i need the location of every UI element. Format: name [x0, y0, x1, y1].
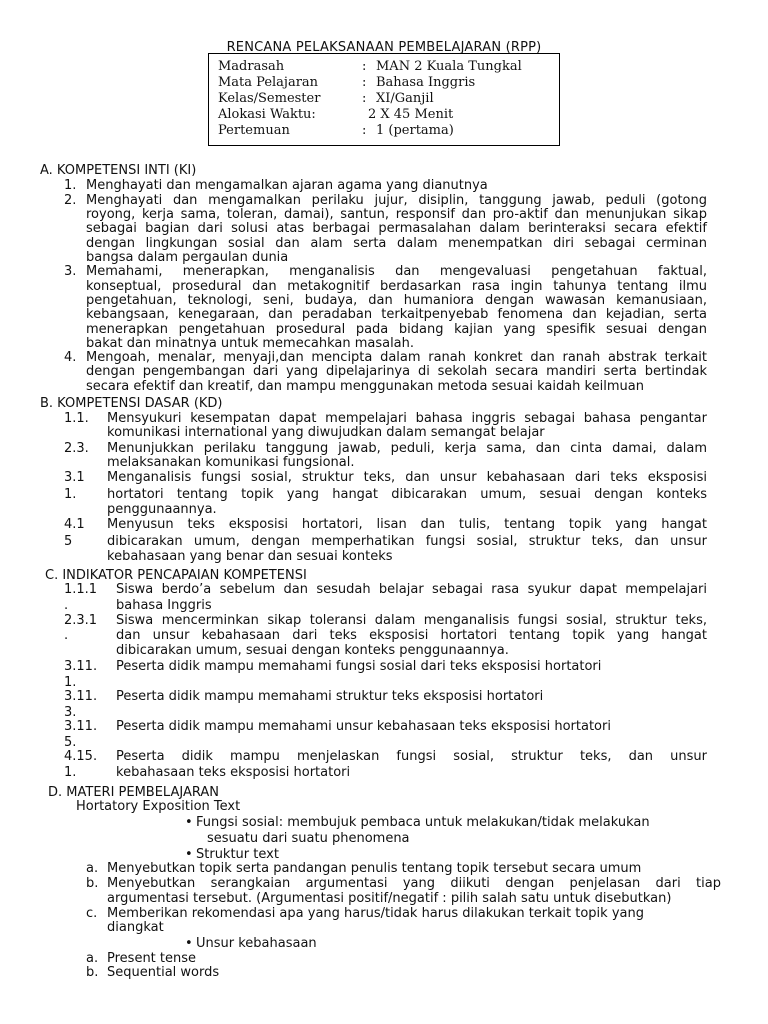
- list-number: 2.3.1: [64, 613, 98, 628]
- list-item-text: konseptual, prosedural dan metakognitif berdasarkan rasa ingin tahunya tentang ilmu: [86, 279, 707, 294]
- list-letter: a.: [86, 861, 99, 876]
- info-value: MAN 2 Kuala Tungkal: [376, 59, 522, 74]
- info-label: Alokasi Waktu:: [218, 107, 316, 122]
- list-item-text: Siswa mencerminkan sikap toleransi dalam menganalisis fungsi sosial, struktur teks,: [116, 613, 707, 628]
- info-label: Pertemuan: [218, 123, 290, 138]
- info-value: 2 X 45 Menit: [368, 107, 454, 122]
- list-number: 3.1: [64, 470, 85, 485]
- list-item-text: dengan lingkungan sosial dan alam serta dalam menempatkan diri sebagai cerminan: [86, 236, 707, 251]
- info-colon: :: [362, 75, 367, 90]
- list-number: 4.: [64, 350, 77, 365]
- info-value: XI/Ganjil: [376, 91, 434, 106]
- info-colon: :: [362, 123, 367, 138]
- info-box: [208, 53, 560, 146]
- list-number: 1.: [64, 675, 77, 690]
- list-number: 1.1.1: [64, 582, 98, 597]
- bullet-icon: •: [185, 936, 193, 951]
- info-colon: :: [362, 91, 367, 106]
- list-item-text: Peserta didik mampu memahami unsur kebahasaan teks eksposisi hortatori: [116, 719, 611, 734]
- list-item-text: dengan pengembangan dari yang dipelajarinya di sekolah secara mandiri serta bertindak: [86, 364, 707, 379]
- list-item-text: Menunjukkan perilaku tanggung jawab, peduli, kerja sama, dan cinta damai, dalam: [107, 441, 707, 456]
- info-value: Bahasa Inggris: [376, 75, 476, 90]
- bullet-icon: •: [185, 847, 193, 862]
- list-number: 3.11.: [64, 719, 98, 734]
- list-number: 2.: [64, 193, 77, 208]
- section-heading-ki: A. KOMPETENSI INTI (KI): [40, 163, 197, 178]
- list-item-text: argumentasi tersebut. (Argumentasi positif/negatif : pilih salah satu untuk disebutkan): [107, 891, 672, 906]
- list-item-text: bahasa Inggris: [116, 598, 212, 613]
- list-number: 4.1: [64, 517, 85, 532]
- list-letter: c.: [86, 906, 98, 921]
- list-item-text: sesuatu dari suatu phenomena: [207, 831, 410, 846]
- list-item-text: pengetahuan, teknologi, seni, budaya, dan humaniora dengan wawasan kemanusiaan,: [86, 293, 707, 308]
- list-number: 3.: [64, 705, 77, 720]
- list-item-text: Menyebutkan serangkaian argumentasi yang diikuti dengan penjelasan dari tiap: [107, 876, 721, 891]
- list-item-text: diangkat: [107, 920, 164, 935]
- list-item-text: Peserta didik mampu memahami struktur teks eksposisi hortatori: [116, 689, 544, 704]
- list-number: 3.11.: [64, 659, 98, 674]
- list-letter: a.: [86, 951, 99, 966]
- list-item-text: penggunaannya.: [107, 502, 217, 517]
- info-value: 1 (pertama): [376, 123, 454, 138]
- info-label: Madrasah: [218, 59, 285, 74]
- section-heading-materi: D. MATERI PEMBELAJARAN: [48, 785, 219, 800]
- list-item-text: kebangsaan, kenegaraan, dan peradaban terkaitpenyebab fenomena dan kejadian, serta: [86, 307, 707, 322]
- list-item-text: dan unsur kebahasaan dari teks eksposisi hortatori tentang topik yang hangat: [116, 628, 707, 643]
- list-item-text: Menghayati dan mengamalkan perilaku jujur, disiplin, tanggung jawab, peduli (gotong: [86, 193, 707, 208]
- list-item-text: sebagai bagian dari solusi atas berbagai permasalahan dalam berinteraksi secara efektif: [86, 221, 707, 236]
- list-number: 3.: [64, 264, 77, 279]
- list-item-text: bangsa dalam pergaulan dunia: [86, 250, 289, 265]
- list-item-text: Menyebutkan topik serta pandangan penulis tentang topik tersebut secara umum: [107, 861, 642, 876]
- list-letter: b.: [86, 876, 99, 891]
- list-item-text: Siswa berdo’a sebelum dan sesudah belajar sebagai rasa syukur dapat mempelajari: [116, 582, 707, 597]
- list-item-text: royong, kerja sama, toleran, damai), santun, responsif dan pro-aktif dan menunjukan sikap: [86, 207, 707, 222]
- list-item-text: Fungsi sosial: membujuk pembaca untuk melakukan/tidak melakukan: [196, 815, 650, 830]
- section-heading-kd: B. KOMPETENSI DASAR (KD): [40, 396, 223, 411]
- list-number: 2.3.: [64, 441, 89, 456]
- list-item-text: Memberikan rekomendasi apa yang harus/tidak harus dilakukan terkait topik yang: [107, 906, 644, 921]
- info-label: Mata Pelajaran: [218, 75, 319, 90]
- list-item-text: Menganalisis fungsi sosial, struktur teks, dan unsur kebahasaan dari teks eksposisi: [107, 470, 707, 485]
- list-item-text: dibicarakan umum, sesuai dengan konteks penggunaannya.: [116, 643, 509, 658]
- list-item-text: Mengoah, menalar, menyaji,dan mencipta dalam ranah konkret dan ranah abstrak terkait: [86, 350, 707, 365]
- info-label: Kelas/Semester: [218, 91, 321, 106]
- list-number: .: [64, 598, 69, 613]
- list-item-text: komunikasi international yang diwujudkan dalam semangat belajar: [107, 425, 545, 440]
- list-item-text: menerapkan pengetahuan prosedural pada bidang kajian yang spesifik sesuai dengan: [86, 322, 707, 337]
- list-item-text: melaksanakan komunikasi fungsional.: [107, 455, 355, 470]
- list-item-text: Present tense: [107, 951, 197, 966]
- list-item-text: hortatori tentang topik yang hangat dibicarakan umum, sesuai dengan konteks: [107, 487, 707, 502]
- section-heading-ipk: C. INDIKATOR PENCAPAIAN KOMPETENSI: [45, 568, 307, 583]
- list-item-text: Mensyukuri kesempatan dapat mempelajari bahasa inggris sebagai bahasa pengantar: [107, 411, 707, 426]
- list-number: 5.: [64, 735, 77, 750]
- list-item-text: secara efektif dan kreatif, dan mampu menggunakan metoda sesuai kaidah keilmuan: [86, 379, 644, 394]
- list-letter: b.: [86, 965, 99, 980]
- list-item-text: dibicarakan umum, dengan memperhatikan fungsi sosial, struktur teks, dan unsur: [107, 534, 707, 549]
- bullet-icon: •: [185, 815, 193, 830]
- list-item-text: Memahami, menerapkan, menganalisis dan mengevaluasi pengetahuan faktual,: [86, 264, 707, 279]
- list-number: .: [64, 628, 69, 643]
- list-number: 1.1.: [64, 411, 89, 426]
- list-number: 3.11.: [64, 689, 98, 704]
- info-colon: :: [362, 59, 367, 74]
- list-number: 1.: [64, 178, 77, 193]
- list-number: 1.: [64, 765, 77, 780]
- list-item-text: Menyusun teks eksposisi hortatori, lisan dan tulis, tentang topik yang hangat: [107, 517, 707, 532]
- subheading: Hortatory Exposition Text: [76, 799, 241, 814]
- list-number: 5: [64, 534, 73, 549]
- list-item-text: bakat dan minatnya untuk memecahkan masalah.: [86, 336, 415, 351]
- info-row-alokasi: [218, 107, 454, 123]
- document-title: RENCANA PELAKSANAAN PEMBELAJARAN (RPP): [226, 40, 542, 55]
- list-item-text: kebahasaan yang benar dan sesuai konteks: [107, 549, 393, 564]
- list-number: 1.: [64, 487, 77, 502]
- list-item-text: Peserta didik mampu menjelaskan fungsi sosial, struktur teks, dan unsur: [116, 749, 707, 764]
- list-item-text: Sequential words: [107, 965, 220, 980]
- list-item-text: Struktur text: [196, 847, 279, 862]
- list-item-text: Peserta didik mampu memahami fungsi sosial dari teks eksposisi hortatori: [116, 659, 602, 674]
- list-item-text: kebahasaan teks eksposisi hortatori: [116, 765, 351, 780]
- list-item-text: Menghayati dan mengamalkan ajaran agama yang dianutnya: [86, 178, 488, 193]
- list-item-text: Unsur kebahasaan: [196, 936, 317, 951]
- list-number: 4.15.: [64, 749, 98, 764]
